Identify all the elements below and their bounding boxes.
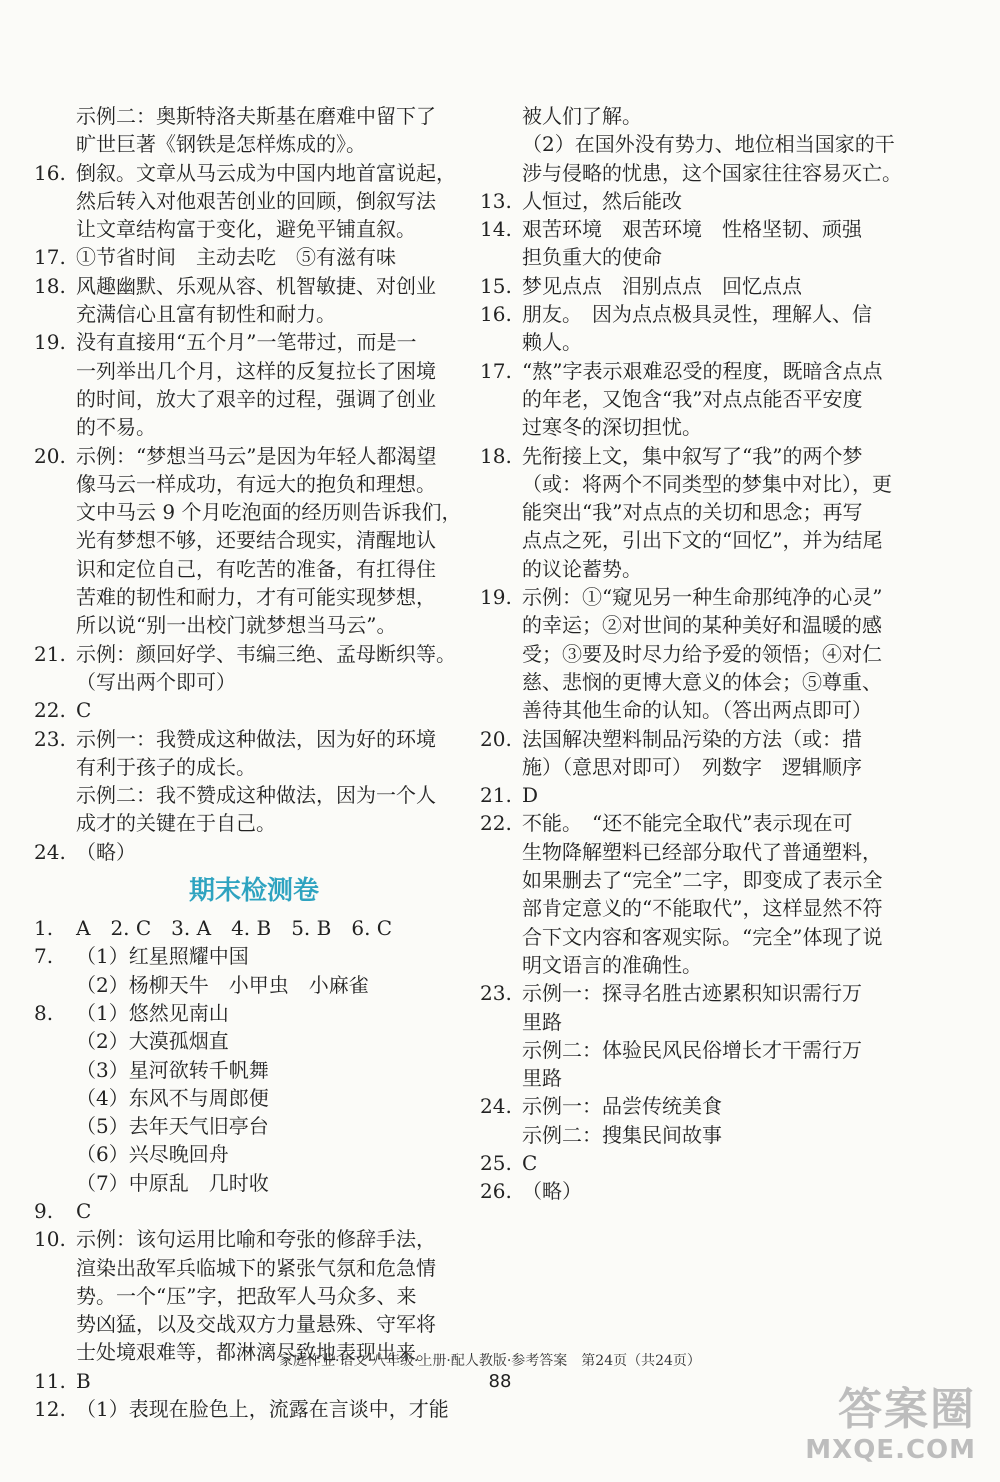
answer-line: 受；③要及时尽力给予爱的领悟；④对仁 [522, 641, 882, 666]
answer-line: 示例：颜回好学、韦编三绝、孟母断织等。 [76, 641, 456, 666]
answer-line: 合下文内容和客观实际。“完全”体现了说 [522, 924, 883, 949]
answer-line: 成才的关键在于自己。 [76, 811, 276, 836]
left-column [34, 102, 474, 1423]
answer-line: （1）悠然见南山 [76, 1000, 229, 1025]
answer-number: 8. [34, 1000, 54, 1025]
answer-item [34, 696, 474, 724]
answer-line: （略） [522, 1179, 582, 1204]
answer-line: 点点之死，引出下文的“回忆”，并为结尾 [522, 528, 883, 553]
answer-item [480, 1092, 920, 1149]
answer-item [480, 300, 920, 357]
answer-line: 赖人。 [522, 330, 582, 355]
answer-line: 示例：①“窥见另一种生命那纯净的心灵” [522, 585, 883, 610]
answer-line: D [522, 783, 539, 808]
answer-number: 17. [480, 358, 512, 383]
answer-number: 21. [480, 783, 512, 808]
answer-line: （1）红星照耀中国 [76, 944, 249, 969]
page-footer: 家庭作业·语文·八年级·上册·配人教版·参考答案 第24页（共24页） [279, 1353, 701, 1369]
answer-number: 23. [34, 726, 66, 751]
answer-number: 14. [480, 217, 512, 242]
answer-line: 让文章结构富于变化，避免平铺直叙。 [76, 217, 416, 242]
answer-line: “熬”字表示艰难忍受的程度，既暗含点点 [522, 358, 883, 383]
answer-line: （2）大漠孤烟直 [76, 1029, 229, 1054]
answer-item [480, 1149, 920, 1177]
answer-line: 示例二：奥斯特洛夫斯基在磨难中留下了 [76, 104, 436, 128]
answer-line: 苦难的韧性和耐力，才有可能实现梦想， [76, 585, 436, 610]
answer-item [480, 1177, 920, 1205]
answer-item [34, 328, 474, 441]
answer-item [34, 1197, 474, 1225]
right-column [480, 102, 920, 1206]
answer-line: 有利于孩子的成长。 [76, 754, 256, 779]
answer-line: 旷世巨著《钢铁是怎样炼成的》。 [76, 132, 366, 157]
answer-line: 文中马云 9 个月吃泡面的经历则告诉我们， [76, 500, 462, 525]
answer-line: 里路 [522, 1009, 562, 1034]
answer-line: （2）在国外没有势力、地位相当国家的干 [522, 132, 895, 157]
answer-line: 艰苦环境 艰苦环境 性格坚韧、顽强 [522, 217, 862, 242]
answer-item [480, 357, 920, 442]
answer-item [480, 102, 920, 187]
answer-number: 19. [34, 330, 66, 355]
answer-line: 明文语言的准确性。 [522, 952, 702, 977]
answer-line: （6）兴尽晚回舟 [76, 1142, 229, 1167]
answer-item [34, 243, 474, 271]
right-answer-list [480, 102, 920, 1206]
answer-number: 18. [480, 443, 512, 468]
answer-item [480, 809, 920, 979]
answer-item [480, 979, 920, 1092]
answer-line: 示例：该句运用比喻和夸张的修辞手法， [76, 1227, 436, 1252]
answer-line: 部肯定意义的“不能取代”，这样显然不符 [522, 896, 883, 921]
answer-line: 一列举出几个月，这样的反复拉长了困境 [76, 358, 436, 383]
answer-line: 被人们了解。 [522, 104, 642, 128]
answer-item [480, 187, 920, 215]
answer-line: 如果删去了“完全”二字，即变成了表示全 [522, 868, 883, 893]
answer-line: B [76, 1368, 91, 1393]
answer-item [34, 999, 474, 1197]
answer-number: 19. [480, 585, 512, 610]
answer-line: 风趣幽默、乐观从容、机智敏捷、对创业 [76, 273, 436, 298]
answer-item [34, 838, 474, 866]
answer-line: 所以说“别一出校门就梦想当马云”。 [76, 613, 397, 638]
answer-item [480, 725, 920, 782]
section-title: 期末检测卷 [188, 876, 319, 907]
answer-item [34, 914, 474, 942]
answer-item [34, 1225, 474, 1366]
answer-line: 然后转入对他艰苦创业的回顾，倒叙写法 [76, 188, 436, 213]
answer-number: 22. [480, 811, 512, 836]
answer-line: ①节省时间 主动去吃 ⑤有滋有味 [76, 245, 396, 270]
answer-line: 里路 [522, 1066, 562, 1091]
answer-number: 1. [34, 916, 54, 941]
answer-item [34, 159, 474, 244]
answer-line: 识和定位自己，有吃苦的准备，有扛得住 [76, 556, 436, 581]
answer-number: 24. [480, 1094, 512, 1119]
answer-number: 20. [34, 443, 66, 468]
answer-line: 势凶猛，以及交战双方力量悬殊、守军将 [76, 1312, 436, 1337]
answer-line: 没有直接用“五个月”一笔带过，而是一 [76, 330, 417, 355]
answer-line: 的议论蓄势。 [522, 556, 642, 581]
answer-item [34, 1395, 474, 1423]
answer-line: （3）星河欲转千帆舞 [76, 1057, 269, 1082]
answer-line: 的时间，放大了艰辛的过程，强调了创业 [76, 386, 436, 411]
answer-number: 25. [480, 1150, 512, 1175]
watermark-logo: 答案圈 [838, 1384, 976, 1435]
answer-line: A 2. C 3. A 4. B 5. B 6. C [76, 916, 393, 941]
answer-item [480, 272, 920, 300]
answer-line: C [76, 698, 92, 723]
answer-number: 12. [34, 1397, 66, 1422]
answer-line: 的幸运；②对世间的某种美好和温暖的感 [522, 613, 882, 638]
final-exam-answer-list [34, 914, 474, 1423]
answer-line: 能突出“我”对点点的关切和思念；再写 [522, 500, 863, 525]
answer-item [34, 640, 474, 697]
answer-number: 18. [34, 273, 66, 298]
answer-line: （7）中原乱 几时收 [76, 1170, 269, 1195]
answer-item [480, 442, 920, 583]
answer-line: （5）去年天气旧亭台 [76, 1114, 269, 1139]
answer-line: 的年老，又饱含“我”对点点能否平安度 [522, 386, 863, 411]
answer-item [34, 942, 474, 999]
answer-item [480, 215, 920, 272]
answer-line: 人恒过，然后能改 [522, 188, 682, 213]
answer-number: 24. [34, 839, 66, 864]
answer-item [34, 272, 474, 329]
answer-line: 示例二：搜集民间故事 [522, 1122, 722, 1147]
answer-line: 示例一：品尝传统美食 [522, 1094, 722, 1119]
answer-item [480, 781, 920, 809]
answer-number: 21. [34, 641, 66, 666]
page-number: 88 [488, 1371, 512, 1392]
answer-line: 不能。 “还不能完全取代”表示现在可 [522, 811, 853, 836]
answer-number: 10. [34, 1227, 66, 1252]
answer-number: 22. [34, 698, 66, 723]
answer-line: 涉与侵略的忧患，这个国家往往容易灭亡。 [522, 160, 902, 185]
answer-line: （1）表现在脸色上，流露在言谈中，才能 [76, 1397, 449, 1422]
answer-number: 23. [480, 981, 512, 1006]
answer-line: 法国解决塑料制品污染的方法（或：措 [522, 726, 862, 751]
answer-number: 20. [480, 726, 512, 751]
answer-line: （略） [76, 839, 136, 864]
answer-line: 示例一：我赞成这种做法，因为好的环境 [76, 726, 436, 751]
answer-line: 生物降解塑料已经部分取代了普通塑料， [522, 839, 882, 864]
answer-number: 17. [34, 245, 66, 270]
answer-line: 过寒冬的深切担忧。 [522, 415, 702, 440]
answer-line: 士处境艰难等，都淋漓尽致地表现出来。 [76, 1340, 436, 1365]
answer-line: （或：将两个不同类型的梦集中对比），更 [522, 471, 892, 496]
answer-item [34, 442, 474, 640]
watermark [805, 1385, 976, 1465]
answer-line: 担负重大的使命 [522, 245, 662, 270]
answer-number: 16. [34, 160, 66, 185]
answer-line: （4）东风不与周郎便 [76, 1085, 269, 1110]
answer-number: 13. [480, 188, 512, 213]
answer-number: 15. [480, 273, 512, 298]
answer-item [480, 583, 920, 724]
answer-number: 9. [34, 1198, 54, 1223]
answer-line: 像马云一样成功，有远大的抱负和理想。 [76, 471, 436, 496]
answer-line: 先衔接上文，集中叙写了“我”的两个梦 [522, 443, 863, 468]
answer-line: 充满信心且富有韧性和耐力。 [76, 302, 336, 327]
answer-line: 示例二：体验民风民俗增长才干需行万 [522, 1037, 862, 1062]
answer-line: 倒叙。文章从马云成为中国内地首富说起， [76, 160, 456, 185]
answer-line: （2）杨柳天牛 小甲虫 小麻雀 [76, 972, 369, 997]
answer-item [34, 102, 474, 159]
answer-line: C [522, 1150, 538, 1175]
answer-line: 朋友。 因为点点极具灵性，理解人、信 [522, 302, 872, 327]
answer-line: 示例一：探寻名胜古迹累积知识需行万 [522, 981, 862, 1006]
answer-line: （写出两个即可） [76, 669, 236, 694]
answer-line: C [76, 1198, 92, 1223]
answer-line: 慈、悲悯的更博大意义的体会；⑤尊重、 [522, 669, 882, 694]
answer-line: 梦见点点 泪别点点 回忆点点 [522, 273, 802, 298]
answer-line: 光有梦想不够，还要结合现实，清醒地认 [76, 528, 436, 553]
answer-number: 7. [34, 944, 54, 969]
answer-item [34, 725, 474, 838]
answer-number: 26. [480, 1179, 512, 1204]
answer-line: 渲染出敌军兵临城下的紧张气氛和危急情 [76, 1255, 436, 1280]
answer-line: 善待其他生命的认知。（答出两点即可） [522, 698, 872, 723]
watermark-url: MXQE.COM [805, 1435, 976, 1465]
answer-number: 16. [480, 302, 512, 327]
answer-line: 示例：“梦想当马云”是因为年轻人都渴望 [76, 443, 437, 468]
answer-number: 11. [34, 1368, 66, 1393]
answer-line: 势。一个“压”字，把敌军人马众多、来 [76, 1283, 417, 1308]
answer-line: 示例二：我不赞成这种做法，因为一个人 [76, 783, 436, 808]
answer-line: 施）（意思对即可） 列数字 逻辑顺序 [522, 754, 862, 779]
left-answer-list [34, 102, 474, 866]
answer-line: 的不易。 [76, 415, 156, 440]
